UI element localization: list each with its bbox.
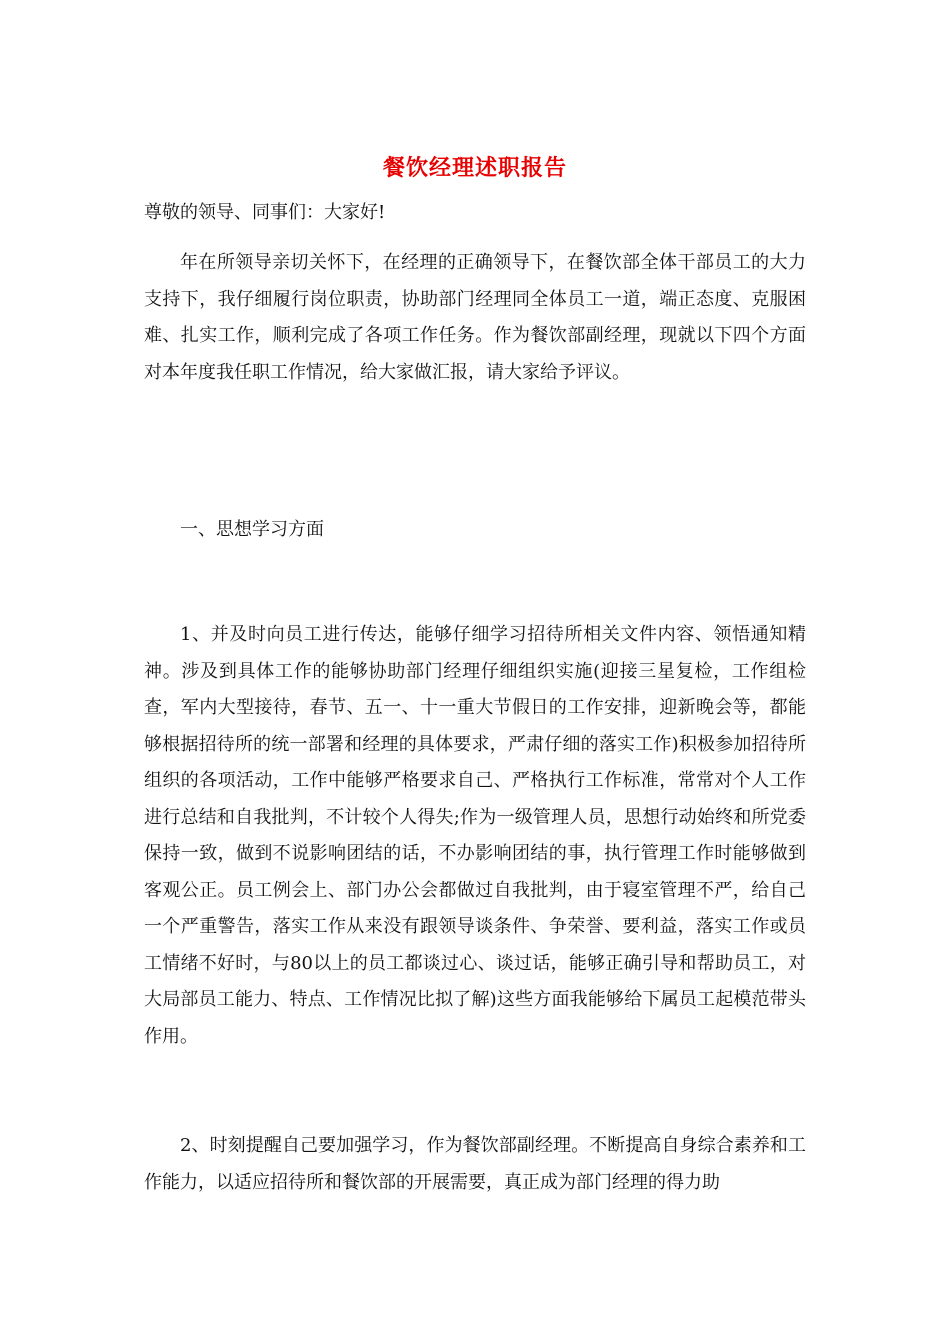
paragraph-intro: 年在所领导亲切关怀下，在经理的正确领导下，在餐饮部全体干部员工的大力支持下，我仔细履行岗位职责，协助部门经理同全体员工一道，端正态度、克服困难、扎实工作，顺利完成了各项工作任务。作为餐饮部副经理，现就以下四个方面对本年度我任职工作情况，给大家做汇报，请大家给予评议。 <box>144 252 806 383</box>
document-title: 餐饮经理述职报告 <box>382 155 567 181</box>
section-heading-thought-study: 一、思想学习方面 <box>180 519 324 540</box>
paragraph-item-2: 2、时刻提醒自己要加强学习，作为餐饮部副经理。不断提高自身综合素养和工作能力，以适应招待所和餐饮部的开展需要，真正成为部门经理的得力助 <box>144 1135 806 1193</box>
paragraph-item-1: 1、并及时向员工进行传达，能够仔细学习招待所相关文件内容、领悟通知精神。涉及到具体工作的能够协助部门经理仔细组织实施(迎接三星复检，工作组检查，军内大型接待，春节、五一、十一重大节假日的工作安排，迎新晚会等，都能够根据招待所的统一部署和经理的具体要求，严肃仔细的落实工作)积极参加招待所组织的各项活动，工作中能够严格要求自己、严格执行工作标准，常常对个人工作进行总结和自我批判，不计较个人得失;作为一级管理人员，思想行动始终和所党委保持一致，做到不说影响团结的话，不办影响团结的事，执行管理工作时能够做到客观公正。员工例会上、部门办公会都做过自我批判，由于寝室管理不严，给自己一个严重警告，落实工作从来没有跟领导谈条件、争荣誉、要利益，落实工作或员工情绪不好时，与80以上的员工都谈过心、谈过话，能够正确引导和帮助员工，对大局部员工能力、特点、工作情况比拟了解)这些方面我能够给下属员工起模范带头作用。 <box>144 624 806 1047</box>
greeting-line: 尊敬的领导、同事们：大家好! <box>144 202 386 223</box>
